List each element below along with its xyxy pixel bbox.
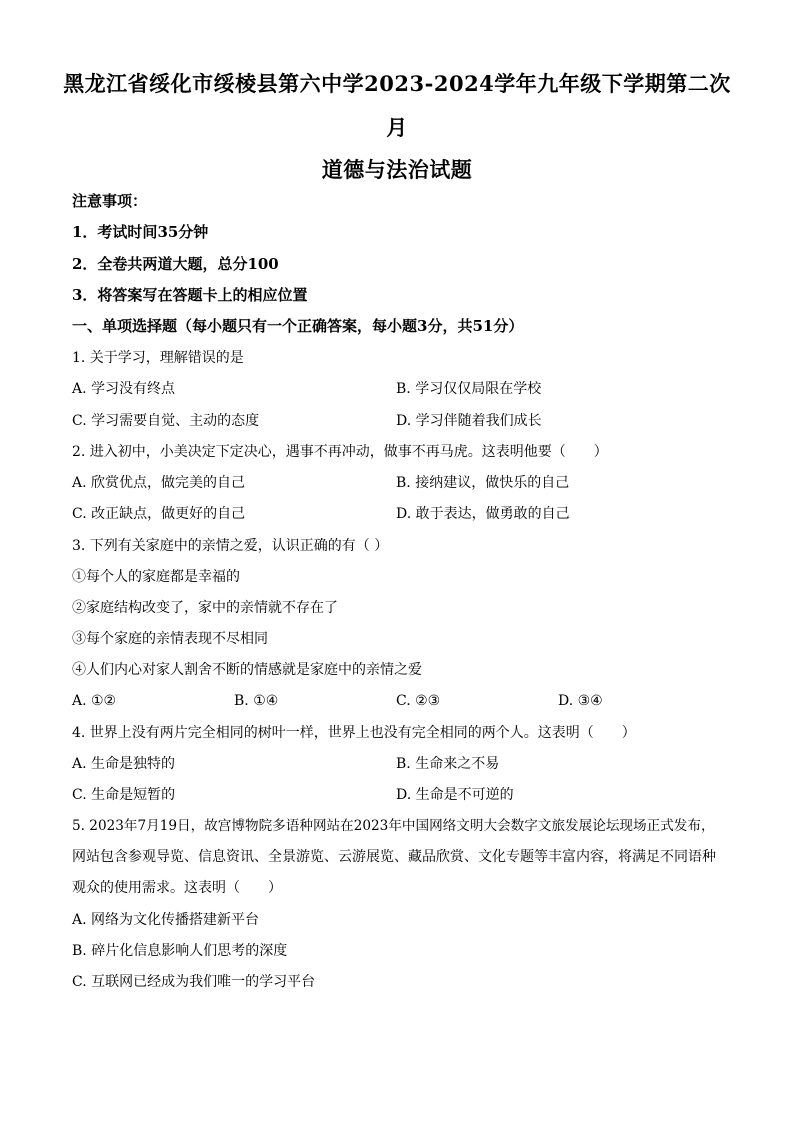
question-stem-line: 观众的使用需求。这表明（ ）	[72, 880, 282, 896]
answer-option: C. 学习需要自觉、主动的态度	[72, 413, 260, 429]
exam-title-line-1: 黑龙江省绥化市绥棱县第六中学2023-2024学年九年级下学期第二次	[63, 71, 731, 96]
answer-option: C. ②③	[396, 693, 441, 709]
section-heading: 一、单项选择题（每小题只有一个正确答案，每小题3分，共51分）	[72, 317, 524, 335]
answer-option: B. 碎片化信息影响人们思考的深度	[72, 943, 288, 959]
answer-option: A. 欣赏优点，做完美的自己	[72, 475, 246, 491]
answer-option: D. 学习伴随着我们成长	[396, 413, 542, 429]
answer-option: D. ③④	[558, 693, 603, 709]
question-statement: ③每个家庭的亲情表现不尽相同	[72, 631, 268, 647]
answer-option: C. 改正缺点，做更好的自己	[72, 506, 246, 522]
answer-option: B. 接纳建议，做快乐的自己	[396, 475, 570, 491]
answer-option: D. 敢于表达，做勇敢的自己	[396, 506, 570, 522]
answer-option: A. 网络为文化传播搭建新平台	[72, 912, 260, 928]
question-statement: ②家庭结构改变了，家中的亲情就不存在了	[72, 600, 338, 616]
question-statement: ④人们内心对家人割舍不断的情感就是家庭中的亲情之爱	[72, 662, 422, 678]
question-stem: 3. 下列有关家庭中的亲情之爱，认识正确的有（ ）	[72, 538, 389, 554]
answer-option: B. 学习仅仅局限在学校	[396, 381, 542, 397]
question-stem: 2. 进入初中，小美决定下定决心，遇事不再冲动，做事不再马虎。这表明他要（ ）	[72, 444, 608, 460]
answer-option: C. 互联网已经成为我们唯一的学习平台	[72, 974, 316, 990]
answer-option: C. 生命是短暂的	[72, 787, 176, 803]
answer-option: A. 生命是独特的	[72, 756, 176, 772]
question-stem-line: 网站包含参观导览、信息资讯、全景游览、云游展览、藏品欣赏、文化专题等丰富内容，将满足不同语种	[72, 849, 716, 865]
question-stem: 4. 世界上没有两片完全相同的树叶一样，世界上也没有完全相同的两个人。这表明（ ）	[72, 725, 636, 741]
answer-option: B. ①④	[234, 693, 279, 709]
note-item: 1．考试时间35分钟	[72, 223, 209, 241]
question-statement: ①每个人的家庭都是幸福的	[72, 569, 240, 585]
answer-option: D. 生命是不可逆的	[396, 787, 514, 803]
exam-title-line-2: 月	[386, 115, 408, 140]
answer-option: B. 生命来之不易	[396, 756, 500, 772]
question-stem: 1. 关于学习，理解错误的是	[72, 350, 244, 366]
note-item: 2．全卷共两道大题，总分100	[72, 255, 279, 273]
notes-heading: 注意事项：	[72, 192, 148, 210]
answer-option: A. ①②	[72, 693, 117, 709]
exam-subtitle: 道德与法治试题	[321, 157, 473, 182]
question-stem-line: 5. 2023年7月19日，故宫博物院多语种网站在2023年中国网络文明大会数字文旅发展论坛现场正式发布，	[72, 818, 715, 834]
note-item: 3．将答案写在答题卡上的相应位置	[72, 286, 308, 304]
answer-option: A. 学习没有终点	[72, 381, 176, 397]
